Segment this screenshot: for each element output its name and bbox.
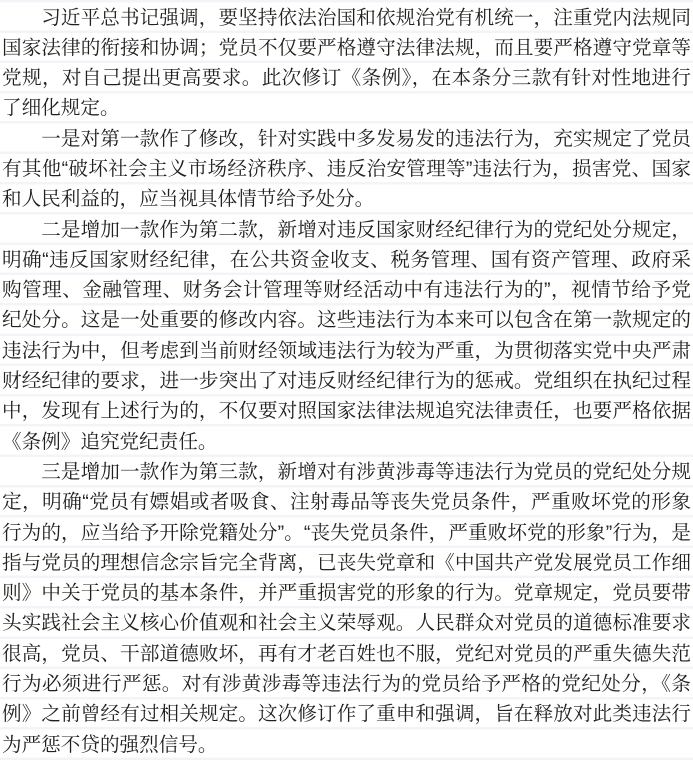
paragraph-point-three: 三是增加一款作为第三款，新增对有涉黄涉毒等违法行为党员的党纪处分规定，明确“党员有嫖娼或者吸食、注射毒品等丧失党员条件，严重败坏党的形象行为的，应当给予开除党籍处分”。“丧失党员条件，严重败坏党的形象”行为，是指与党员的理想信念宗旨完全背离，已丧失党章和《中国共产党发展党员工作细则》中关于党员的基本条件，并严重损害党的形象的行为。党章规定，党员要带头实践社会主义核心价值观和社会主义荣辱观。人民群众对党员的道德标准要求很高，党员、干部道德败坏，再有才老百姓也不服，党纪对党员的严重失德失范行为必须进行严惩。对有涉黄涉毒等违法行为的党员给予严格的党纪处分，《条例》之前曾经有过相关规定。这次修订作了重申和强调，旨在释放对此类违法行为严惩不贷的强烈信号。 (2, 460, 691, 756)
paragraph-intro: 习近平总书记强调，要坚持依法治国和依规治党有机统一，注重党内法规同国家法律的衔接和协调；党员不仅要严格遵守法律法规，而且要严格遵守党章等党规，对自己提出更高要求。此次修订《条例》，在本条分三款有针对性地进行了细化规定。 (2, 6, 691, 120)
paragraph-point-two: 二是增加一款作为第二款，新增对违反国家财经纪律行为的党纪处分规定，明确“违反国家财经纪律，在公共资金收支、税务管理、国有资产管理、政府采购管理、金融管理、财务会计管理等财经活动中有违法行为的”，视情节给予党纪处分。这是一处重要的修改内容。这些违法行为本来可以包含在第一款规定的违法行为中，但考虑到当前财经领域违法行为较为严重，为贯彻落实党中央严肃财经纪律的要求，进一步突出了对违反财经纪律行为的惩戒。党组织在执纪过程中，发现有上述行为的，不仅要对照国家法律法规追究法律责任，也要严格依据《条例》追究党纪责任。 (2, 218, 691, 453)
paragraph-point-one: 一是对第一款作了修改，针对实践中多发易发的违法行为，充实规定了党员有其他“破坏社会主义市场经济秩序、违反治安管理等”违法行为，损害党、国家和人民利益的，应当视具体情节给予处分。 (2, 127, 691, 211)
